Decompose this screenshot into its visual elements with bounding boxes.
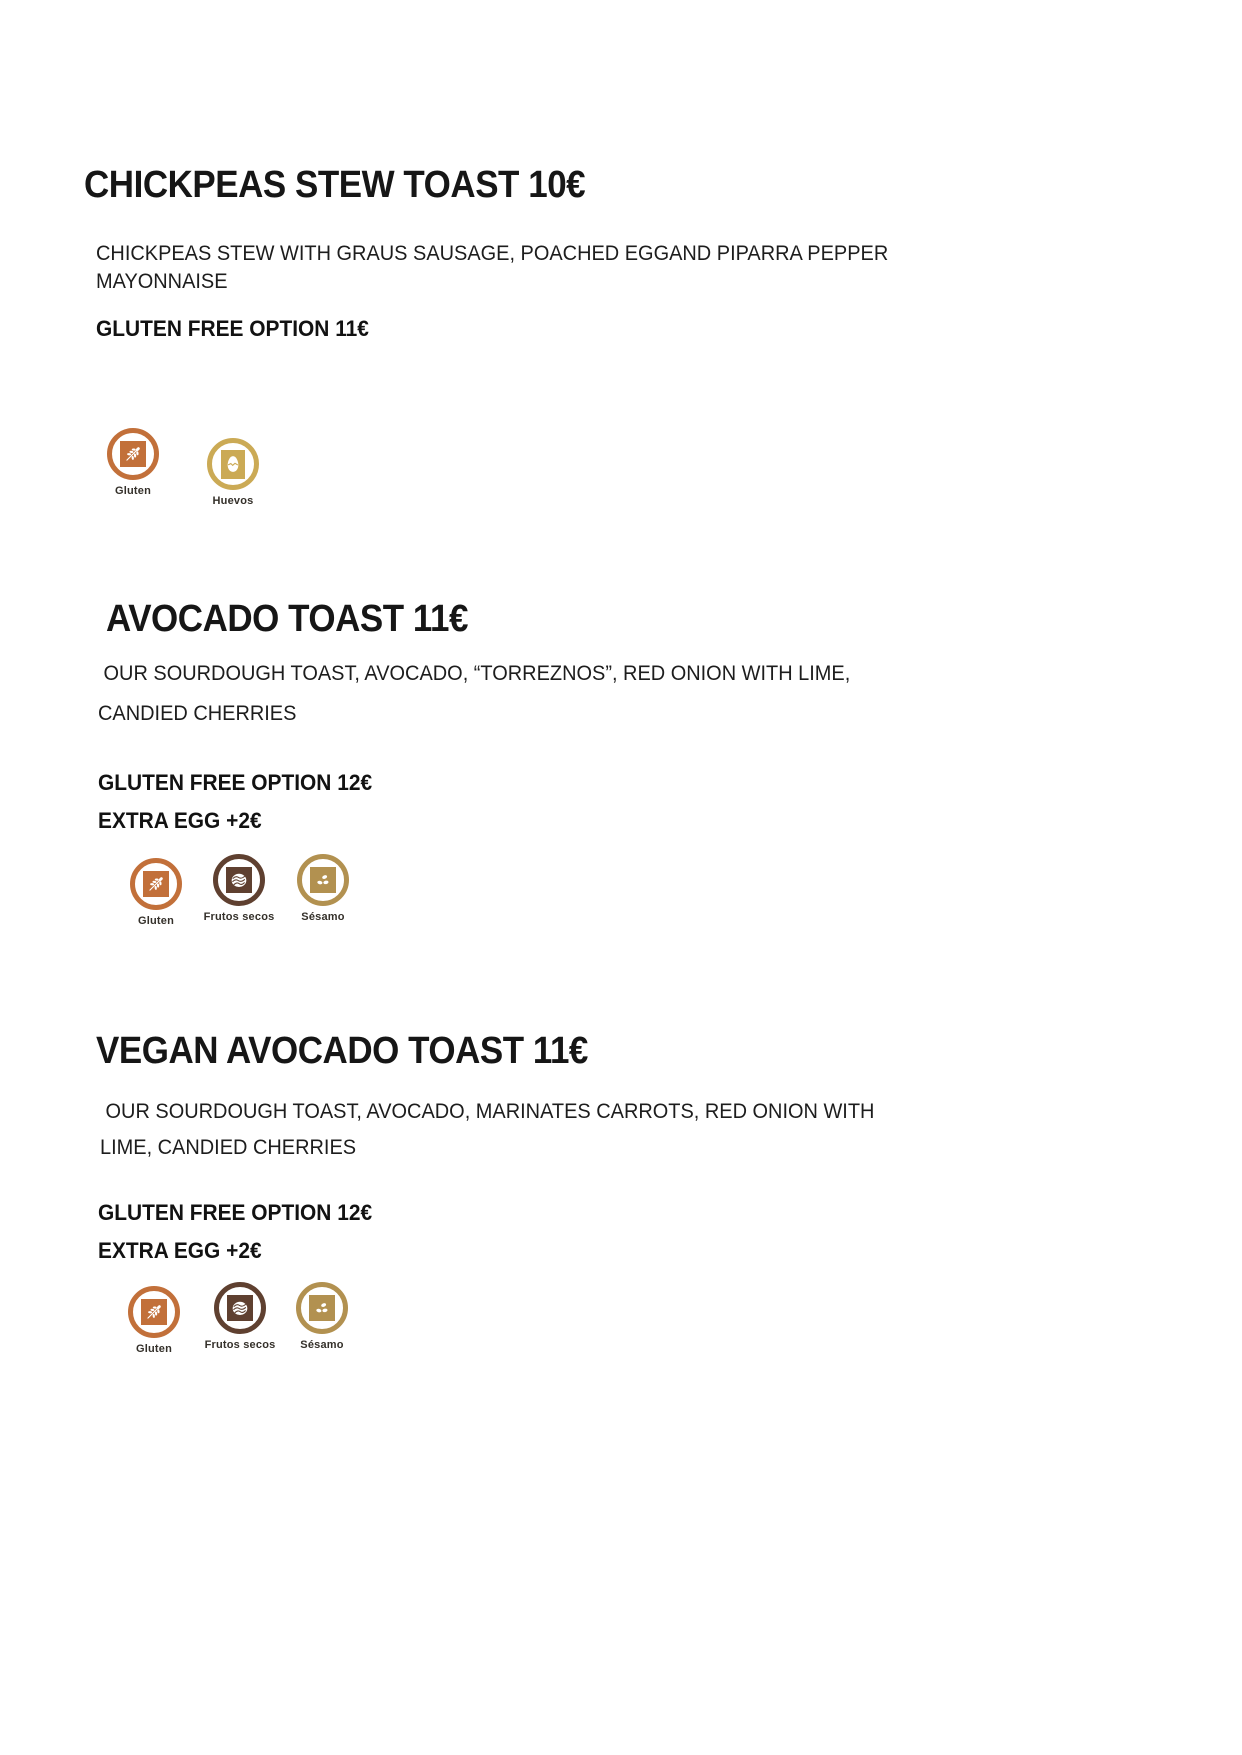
description-line: LIME, CANDIED CHERRIES: [100, 1136, 357, 1159]
option-line-gluten-free: GLUTEN FREE OPTION 12€: [98, 770, 373, 795]
allergen-gluten: [91, 428, 175, 497]
eggs-badge: [207, 438, 259, 490]
allergen-tree-nuts: [198, 1282, 282, 1351]
walnut-icon: [228, 869, 250, 891]
gluten-badge: [107, 428, 159, 480]
sesame-seeds-icon: [311, 1297, 333, 1319]
option-line-extra-egg: EXTRA EGG +2€: [98, 1238, 262, 1263]
nuts-square: [227, 1295, 253, 1321]
allergen-label: Sésamo: [300, 1339, 344, 1351]
allergen-label: Sésamo: [301, 911, 345, 923]
item-description-chickpeas: [96, 240, 888, 296]
description-line: OUR SOURDOUGH TOAST, AVOCADO, “TORREZNOS”, RED ONION WITH LIME,: [98, 662, 851, 685]
item-description-vegan-avocado: [100, 1094, 874, 1166]
allergen-label: Frutos secos: [204, 1339, 276, 1351]
item-title-avocado: AVOCADO TOAST 11€: [106, 598, 468, 640]
description-line: CANDIED CHERRIES: [98, 702, 297, 725]
allergen-eggs: [191, 438, 275, 507]
item-title-vegan-avocado: VEGAN AVOCADO TOAST 11€: [96, 1030, 588, 1072]
gluten-badge: [128, 1286, 180, 1338]
sesame-seeds-icon: [312, 869, 334, 891]
eggs-square: [221, 450, 245, 479]
nuts-badge: [213, 854, 265, 906]
gluten-square: [143, 871, 169, 897]
nuts-badge: [214, 1282, 266, 1334]
egg-icon: [223, 452, 243, 476]
gluten-square: [141, 1299, 167, 1325]
item-description-avocado: [98, 654, 850, 734]
allergen-label: Gluten: [114, 485, 152, 497]
sesame-badge: [296, 1282, 348, 1334]
allergen-label: Gluten: [137, 915, 175, 927]
wheat-icon: [122, 443, 144, 465]
sesame-badge: [297, 854, 349, 906]
allergen-gluten: [112, 1286, 196, 1355]
description-line: MAYONNAISE: [96, 270, 228, 293]
allergen-sesame: [280, 1282, 364, 1351]
allergen-tree-nuts: [197, 854, 281, 923]
allergen-gluten: [114, 858, 198, 927]
option-line-gluten-free: GLUTEN FREE OPTION 12€: [98, 1200, 373, 1225]
allergen-label: Gluten: [135, 1343, 173, 1355]
walnut-icon: [229, 1297, 251, 1319]
gluten-square: [120, 441, 146, 467]
description-line: CHICKPEAS STEW WITH GRAUS SAUSAGE, POACHED EGGAND PIPARRA PEPPER: [96, 242, 889, 265]
wheat-icon: [145, 873, 167, 895]
option-line-extra-egg: EXTRA EGG +2€: [98, 808, 262, 833]
gluten-badge: [130, 858, 182, 910]
allergen-sesame: [281, 854, 365, 923]
allergen-label: Huevos: [212, 495, 254, 507]
sesame-square: [310, 867, 336, 893]
description-line: OUR SOURDOUGH TOAST, AVOCADO, MARINATES CARROTS, RED ONION WITH: [100, 1100, 875, 1123]
allergen-label: Frutos secos: [203, 911, 275, 923]
wheat-icon: [143, 1301, 165, 1323]
item-title-chickpeas: CHICKPEAS STEW TOAST 10€: [84, 164, 586, 206]
sesame-square: [309, 1295, 335, 1321]
option-line-gluten-free: GLUTEN FREE OPTION 11€: [96, 316, 369, 341]
nuts-square: [226, 867, 252, 893]
